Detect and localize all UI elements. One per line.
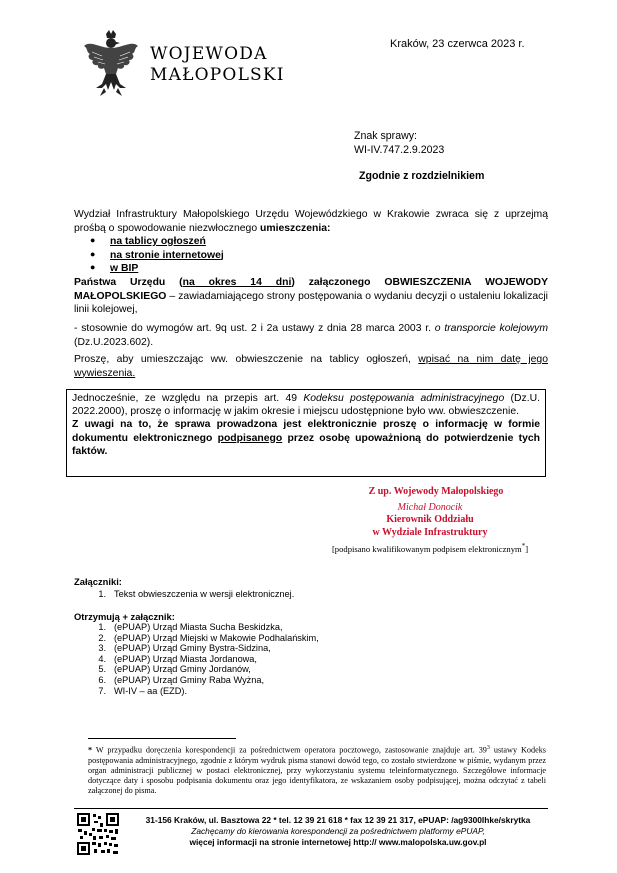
place-date: Kraków, 23 czerwca 2023 r. — [390, 38, 525, 50]
notice-text-1: Jednocześnie, ze względu na przepis art. 49 Kodeksu postępowania administracyjnego (Dz.U. 2022.2000), proszę o informację w jakim okresie i miejscu udostępnione było ww. obwieszczenie. — [72, 393, 540, 417]
signature-note: [podpisano kwalifikowanym podpisem elektronicznym*] — [331, 542, 529, 554]
list-item: 1. (ePUAP) Urząd Miasta Sucha Beskidzka, — [98, 622, 283, 632]
announcement-paragraph: Państwa Urzędu (na okres 14 dni) załączonego OBWIESZCZENIA WOJEWODY MAŁOPOLSKIEGO – zawiadamiającego strony postępowania o wydaniu decyzji o ustaleniu lokalizacji linii kolejowej, — [74, 277, 548, 315]
attachments-heading: Załączniki: — [74, 576, 122, 587]
list-item: 7. WI-IV – aa (EZD). — [98, 685, 187, 696]
list-item: ● na stronie internetowej — [74, 249, 474, 263]
list-item: ● w BIP — [74, 262, 474, 276]
footer-divider — [74, 808, 548, 809]
eagle-emblem-icon — [82, 30, 140, 98]
signature-block — [300, 486, 560, 555]
placement-list — [74, 235, 474, 276]
qr-code-icon — [76, 812, 120, 856]
case-number: WI-IV.747.2.9.2023 — [354, 143, 445, 156]
footer-address: 31-156 Kraków, ul. Basztowa 22 * tel. 12 39 21 618 * fax 12 39 21 317, ePUAP: /ag9300lhke/skrytka — [145, 815, 531, 825]
attachments-list — [74, 589, 294, 600]
legal-basis-paragraph: - stosownie do wymogów art. 9q ust. 2 i 2a ustawy z dnia 28 marca 2003 r. o transporcie kolejowym (Dz.U.2023.602). — [74, 323, 548, 348]
list-item: ● na tablicy ogłoszeń — [74, 235, 474, 249]
footnote-divider — [88, 738, 236, 739]
notice-text-2: Z uwagi na to, że sprawa prowadzona jest elektronicznie proszę o informację w formie dokumentu elektronicznego podpisanego przez osobę upoważnioną do potwierdzenie tych faktów. — [72, 419, 541, 457]
org-name-line1: WOJEWODA — [150, 44, 268, 64]
list-item: 3. (ePUAP) Urząd Gminy Bystra-Sidzina, — [98, 643, 271, 654]
footnote: * W przypadku doręczenia korespondencji za pośrednictwem operatora pocztowego, zastosowanie znajduje art. $39^3$ ustawy Kodeks postępowania administracyjnego, zgodnie z którym wydruk pisma stanowi dowód tego, co zostało stwierdzone w piśmie, wydanym przez organ administracji publicznej w postaci elektronicznej, przy wykorzystaniu systemu teleinformatycznego. Szczegółowe informacje dotyczące daty i sposobu podpisania dokumentu oraz jego identyfikatora, ze wskazaniem osoby podpisującej, można odczytać z tabeli załączonej do pisma. — [88, 745, 546, 795]
distribution-list — [74, 622, 319, 696]
org-name-line2: MAŁOPOLSKI — [150, 65, 285, 85]
signature-name: Michał Donocik — [397, 501, 463, 513]
list-item: 5. (ePUAP) Urząd Gminy Jordanów, — [98, 664, 251, 675]
footer-epuap-note: Zachęcamy do kierowania korespondencji za pośrednictwem platformy ePUAP, — [191, 826, 485, 836]
intro-paragraph: Wydział Infrastruktury Małopolskiego Urzędu Wojewódzkiego w Krakowie zwraca się z uprzejmą prośbą o spowodowanie niezwłocznego umieszczenia: — [74, 209, 548, 234]
request-paragraph: Proszę, aby umieszczając ww. obwieszczenie na tablicy ogłoszeń, wpisać na nim datę jego wywieszenia. — [74, 354, 548, 379]
signature-on-behalf: Z up. Wojewody Małopolskiego — [368, 486, 504, 497]
notice-box — [66, 389, 546, 477]
list-item: 6. (ePUAP) Urząd Gminy Raba Wyżna, — [98, 674, 265, 685]
signature-title-2: w Wydziale Infrastruktury — [372, 526, 488, 538]
recipient-line: Zgodnie z rozdzielnikiem — [359, 170, 485, 182]
footer-website: więcej informacji na stronie internetowej http:// www.malopolska.uw.gov.pl — [189, 837, 487, 847]
list-item: 2. (ePUAP) Urząd Miejski w Makowie Podhalańskim, — [98, 632, 319, 643]
list-item: 4. (ePUAP) Urząd Miasta Jordanowa, — [98, 653, 257, 664]
footer-contact — [128, 815, 548, 848]
distribution-heading: Otrzymują + załącznik: — [74, 611, 175, 622]
case-label: Znak sprawy: — [354, 130, 417, 142]
list-item: 1. Tekst obwieszczenia w wersji elektronicznej. — [98, 589, 295, 599]
signature-title-1: Kierownik Oddziału — [386, 514, 474, 525]
